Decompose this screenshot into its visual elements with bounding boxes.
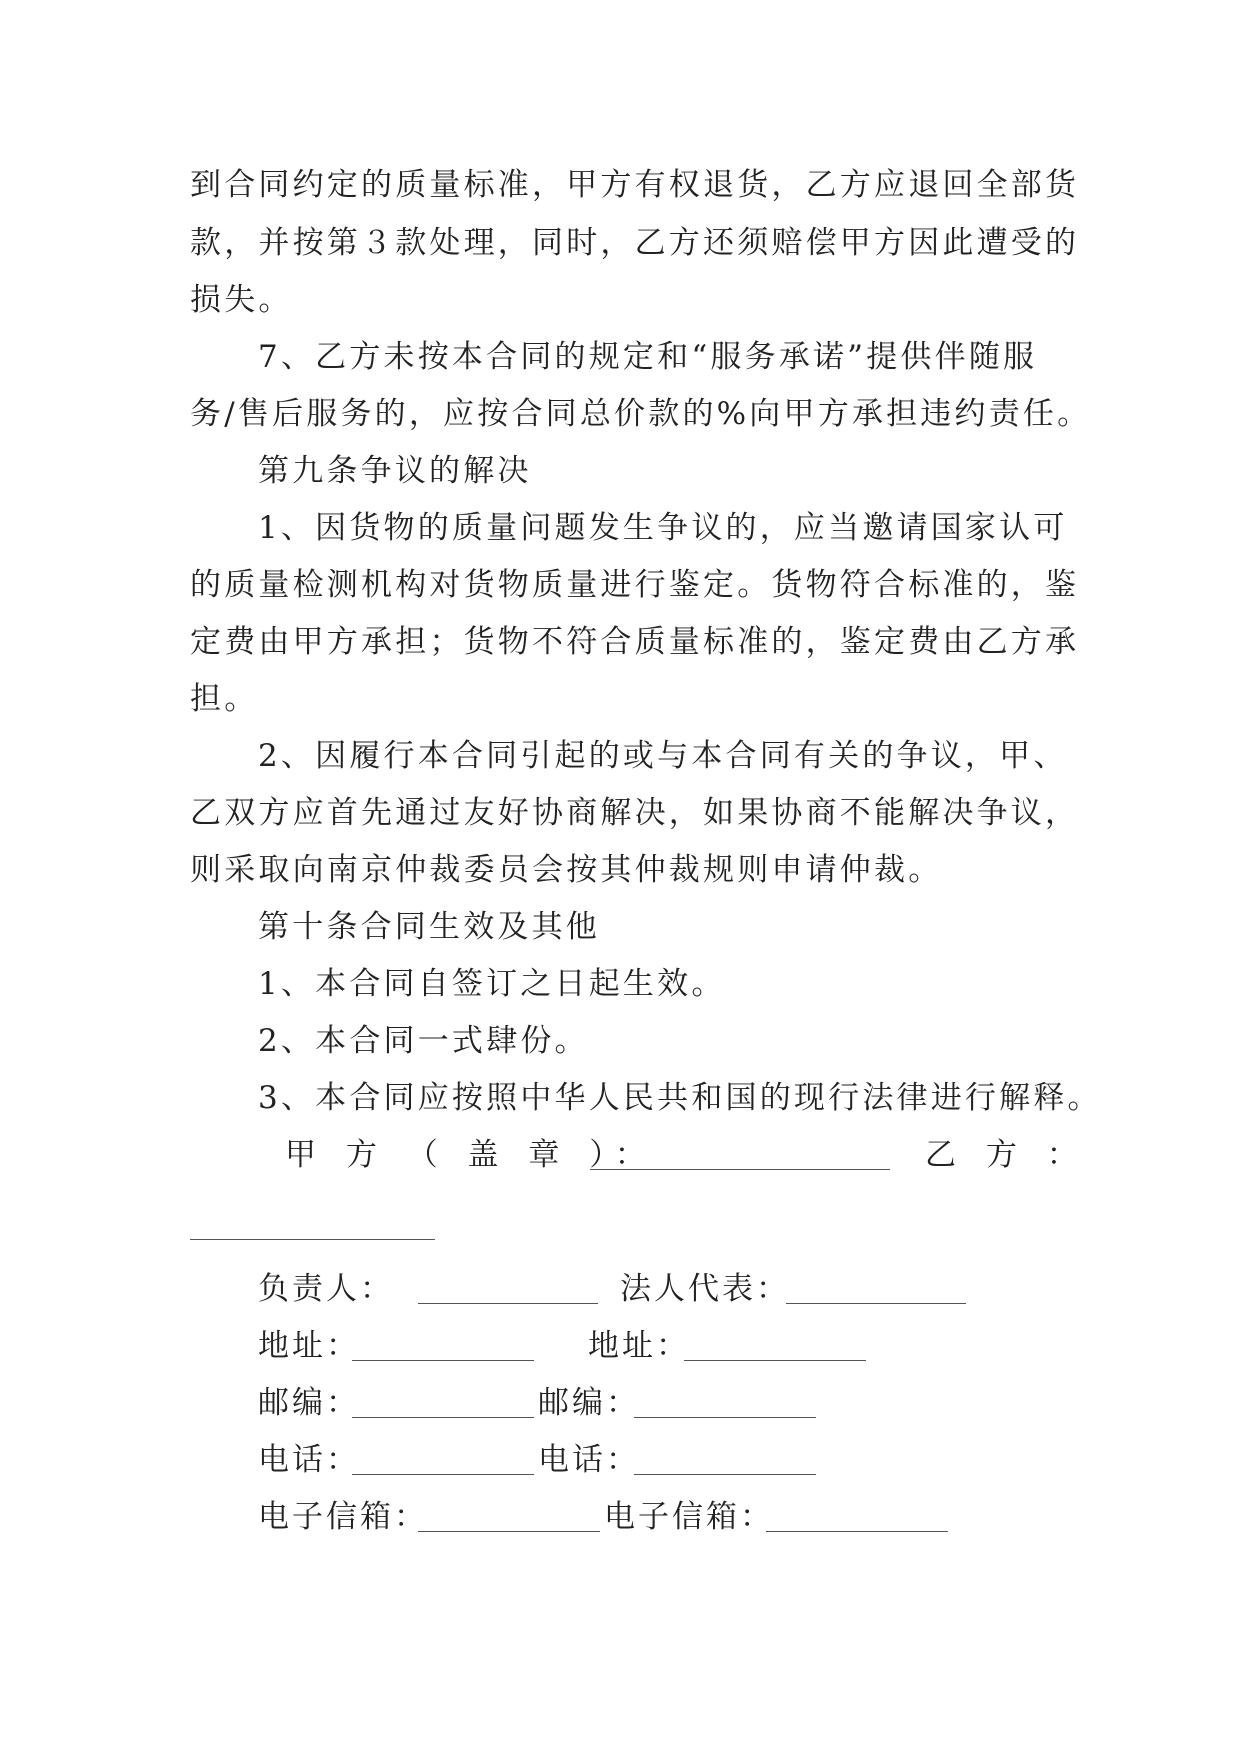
phone-b-label: 电话： — [538, 1442, 640, 1478]
clause-9-2-line: 2、因履行本合同引起的或与本合同有关的争议，甲、 — [258, 738, 1068, 774]
party-a-seal-blank[interactable] — [590, 1141, 890, 1170]
clause-9-1-line: 1、因货物的质量问题发生争议的，应当邀请国家认可 — [258, 510, 1068, 546]
clause-10-1-line: 1、本合同自签订之日起生效。 — [258, 966, 726, 1002]
email-b-blank[interactable] — [766, 1503, 948, 1532]
paragraph-line: 损失。 — [190, 282, 293, 318]
postcode-a-label: 邮编： — [258, 1385, 360, 1421]
email-b-label: 电子信箱： — [604, 1499, 774, 1535]
legal-rep-blank[interactable] — [786, 1275, 966, 1304]
postcode-a-blank[interactable] — [352, 1389, 534, 1418]
address-a-blank[interactable] — [352, 1332, 534, 1361]
email-a-blank[interactable] — [418, 1503, 600, 1532]
responsible-blank[interactable] — [418, 1275, 598, 1304]
address-b-blank[interactable] — [684, 1332, 866, 1361]
email-a-label: 电子信箱： — [258, 1499, 428, 1535]
paragraph-line: 的质量检测机构对货物质量进行鉴定。货物符合标准的，鉴 — [190, 567, 1080, 603]
postcode-b-blank[interactable] — [634, 1389, 816, 1418]
party-a-seal-label: 甲 方 （ 盖 章 ）： — [285, 1137, 656, 1173]
phone-b-blank[interactable] — [634, 1446, 816, 1475]
clause-7-line: 7、乙方未按本合同的规定和“服务承诺”提供伴随服 — [258, 339, 1038, 375]
paragraph-line: 则采取向南京仲裁委员会按其仲裁规则申请仲裁。 — [190, 852, 943, 888]
paragraph-line: 务/售后服务的，应按合同总价款的%向甲方承担违约责任。 — [190, 396, 1092, 432]
paragraph-line: 乙双方应首先通过友好协商解决，如果协商不能解决争议， — [190, 795, 1080, 831]
responsible-label: 负责人： — [258, 1271, 394, 1307]
legal-rep-label: 法人代表： — [620, 1271, 790, 1307]
paragraph-line: 到合同约定的质量标准，甲方有权退货，乙方应退回全部货 — [190, 167, 1080, 203]
phone-a-blank[interactable] — [352, 1446, 534, 1475]
address-b-label: 地址： — [588, 1328, 690, 1364]
paragraph-line: 担。 — [190, 681, 259, 717]
paragraph-line: 款，并按第３款处理，同时，乙方还须赔偿甲方因此遭受的 — [190, 225, 1080, 261]
party-b-seal-blank[interactable] — [190, 1211, 435, 1240]
paragraph-line: 定费由甲方承担；货物不符合质量标准的，鉴定费由乙方承 — [190, 624, 1080, 660]
phone-a-label: 电话： — [258, 1442, 360, 1478]
clause-10-2-line: 2、本合同一式肆份。 — [258, 1023, 589, 1059]
clause-10-3-line: 3、本合同应按照中华人民共和国的现行法律进行解释。 — [258, 1080, 1102, 1116]
article-9-heading: 第九条争议的解决 — [258, 453, 532, 489]
postcode-b-label: 邮编： — [538, 1385, 640, 1421]
party-b-label: 乙 方 ： — [925, 1137, 1088, 1173]
article-10-heading: 第十条合同生效及其他 — [258, 909, 600, 945]
address-a-label: 地址： — [258, 1328, 360, 1364]
